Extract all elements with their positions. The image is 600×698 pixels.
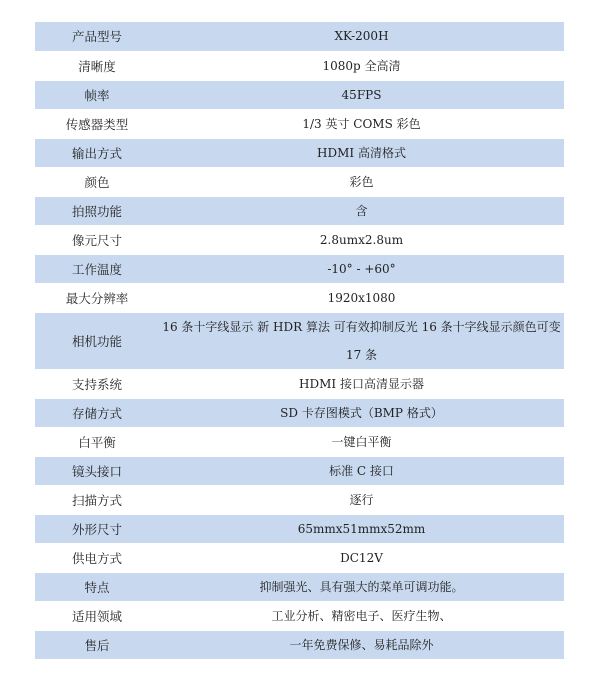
- spec-label: 工作温度: [35, 254, 159, 283]
- spec-value: 2.8umx2.8um: [159, 225, 564, 254]
- spec-row-sensor: [35, 109, 564, 138]
- spec-row-output: [35, 138, 564, 167]
- spec-value: 1080p 全高清: [159, 51, 564, 80]
- spec-row-power: [35, 543, 564, 572]
- spec-label: 镜头接口: [35, 456, 159, 485]
- spec-row-resolution: [35, 51, 564, 80]
- spec-value: XK-200H: [159, 22, 564, 51]
- spec-label: 输出方式: [35, 138, 159, 167]
- spec-value: 含: [159, 196, 564, 225]
- spec-row-max-resolution: [35, 283, 564, 312]
- spec-row-after-sales: [35, 630, 564, 659]
- spec-row-photo: [35, 196, 564, 225]
- spec-row-framerate: [35, 80, 564, 109]
- spec-table: [35, 22, 564, 660]
- spec-label: 产品型号: [35, 22, 159, 51]
- spec-label: 最大分辨率: [35, 283, 159, 312]
- spec-table-body: [35, 22, 564, 659]
- spec-label: 颜色: [35, 167, 159, 196]
- spec-row-lens-mount: [35, 456, 564, 485]
- spec-value: 工业分析、精密电子、医疗生物、: [159, 601, 564, 630]
- spec-label: 帧率: [35, 80, 159, 109]
- spec-label: 拍照功能: [35, 196, 159, 225]
- spec-row-system: [35, 369, 564, 398]
- spec-value: DC12V: [159, 543, 564, 572]
- spec-value: 抑制强光、具有强大的菜单可调功能。: [159, 572, 564, 601]
- spec-value: 65mmx51mmx52mm: [159, 514, 564, 543]
- spec-label: 外形尺寸: [35, 514, 159, 543]
- spec-label: 适用领域: [35, 601, 159, 630]
- spec-row-model: [35, 22, 564, 51]
- spec-row-pixel-size: [35, 225, 564, 254]
- spec-value: 45FPS: [159, 80, 564, 109]
- spec-value: 1920x1080: [159, 283, 564, 312]
- spec-row-features: [35, 572, 564, 601]
- spec-value: -10° - +60°: [159, 254, 564, 283]
- spec-label: 支持系统: [35, 369, 159, 398]
- spec-row-storage: [35, 398, 564, 427]
- spec-label: 供电方式: [35, 543, 159, 572]
- spec-row-temperature: [35, 254, 564, 283]
- spec-row-applications: [35, 601, 564, 630]
- spec-label: 售后: [35, 630, 159, 659]
- spec-value: 逐行: [159, 485, 564, 514]
- spec-value: 一键白平衡: [159, 427, 564, 456]
- spec-value: HDMI 接口高清显示器: [159, 369, 564, 398]
- spec-row-scan-mode: [35, 485, 564, 514]
- spec-label: 清晰度: [35, 51, 159, 80]
- spec-label: 存储方式: [35, 398, 159, 427]
- spec-value: 1/3 英寸 COMS 彩色: [159, 109, 564, 138]
- spec-row-camera-functions: [35, 312, 564, 369]
- spec-value: 标准 C 接口: [159, 456, 564, 485]
- spec-label: 白平衡: [35, 427, 159, 456]
- spec-label: 相机功能: [35, 312, 159, 369]
- spec-row-color: [35, 167, 564, 196]
- spec-value: HDMI 高清格式: [159, 138, 564, 167]
- spec-value: 16 条十字线显示 新 HDR 算法 可有效抑制反光 16 条十字线显示颜色可变 17 条: [159, 312, 564, 369]
- spec-value: 一年免费保修、易耗品除外: [159, 630, 564, 659]
- spec-label: 扫描方式: [35, 485, 159, 514]
- spec-label: 像元尺寸: [35, 225, 159, 254]
- spec-value: SD 卡存图模式（BMP 格式）: [159, 398, 564, 427]
- spec-row-white-balance: [35, 427, 564, 456]
- spec-label: 传感器类型: [35, 109, 159, 138]
- spec-value: 彩色: [159, 167, 564, 196]
- spec-label: 特点: [35, 572, 159, 601]
- spec-row-dimensions: [35, 514, 564, 543]
